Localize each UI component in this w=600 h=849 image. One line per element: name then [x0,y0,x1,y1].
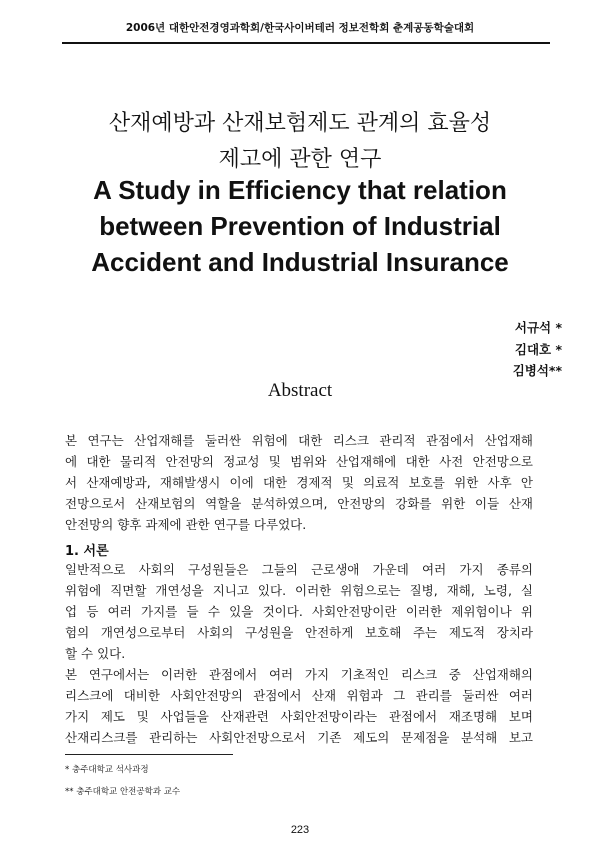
abstract-line: 본 연구는 산업재해를 둘러싼 위험에 대한 리스크 관리적 관점에서 산업재해 [65,433,533,448]
footnote-2: ** 충주대학교 안전공학과 교수 [65,787,181,797]
abstract-line: 에 대한 물리적 안전망의 정교성 및 범위와 산업재해에 대한 사전 안전망으로 [65,454,533,469]
footnote-1: * 충주대학교 석사과정 [65,765,149,775]
author-3: 김병석** [512,363,562,378]
section-body [65,559,533,748]
author-2: 김대호 * [514,342,562,357]
korean-title-line-1: 산재예방과 산재보험제도 관계의 효율성 [108,111,492,136]
footnote-rule [65,754,233,755]
abstract-line: 서 산재예방과, 재해발생시 이에 대한 경제적 및 의료적 보호를 위한 사후 안 [65,475,533,490]
korean-title-line-2: 제고에 관한 연구 [218,147,382,172]
section-line: 가지 제도 및 사업들을 산재관련 사회안전망이라는 관점에서 재조명해 보며 [65,709,533,724]
section-line: 일반적으로 사회의 구성원들은 그들의 근로생애 가운데 여러 가지 종류의 [65,562,533,577]
abstract-line: 전망으로서 산재보험의 역할을 분석하였으며, 안전망의 강화를 위한 이들 산재 [65,496,533,511]
english-title-line-2: between Prevention of Industrial [99,211,501,241]
section-line: 리스크에 대비한 사회안전망의 관점에서 산재 위험과 그 관리를 둘러싼 여러 [65,688,533,703]
abstract-heading: Abstract [267,380,333,401]
page-number: 223 [290,824,310,836]
abstract-body [65,430,533,535]
section-heading: 1. 서론 [65,544,109,559]
section-line: 업 등 여러 가지를 들 수 있을 것이다. 사회안전망이란 이러한 제위험이나 위 [65,604,533,619]
running-header: 2006년 대한안전경영과학회/한국사이버테러 정보전학회 춘계공동학술대회 [125,22,475,34]
header-rule [62,42,550,44]
section-line: 할 수 있다. [65,646,126,661]
abstract-line: 안전망의 향후 과제에 관한 연구를 다루었다. [65,517,307,532]
section-line: 위험에 직면할 개연성을 지니고 있다. 이러한 위험으로는 질병, 재해, 노령, 실 [65,583,533,598]
english-title-line-1: A Study in Efficiency that relation [93,175,507,205]
author-1: 서규석 * [514,320,562,335]
section-line: 산재리스크를 관리하는 사회안전망으로서 기존 제도의 문제점을 분석해 보고 [65,730,533,745]
english-title-line-3: Accident and Industrial Insurance [91,247,509,277]
section-line: 험의 개연성으로부터 사회의 구성원을 안전하게 보호해 주는 제도적 장치라 [65,625,533,640]
section-line: 본 연구에서는 이러한 관점에서 여러 가지 기초적인 리스크 중 산업재해의 [65,667,533,682]
